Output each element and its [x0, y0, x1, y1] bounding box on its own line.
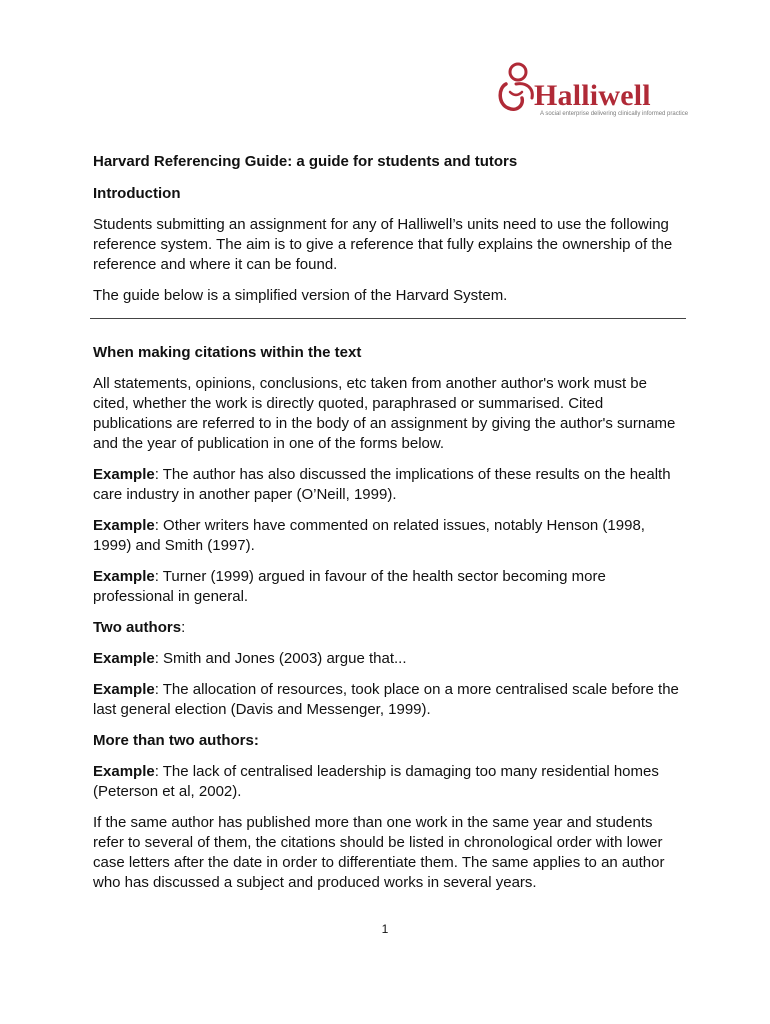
- two-authors-heading: Two authors: [93, 619, 182, 636]
- logo-tagline: A social enterprise delivering clinically informed practice: [540, 111, 689, 117]
- example-text: : The allocation of resources, took place on a more centralised scale before the last general election (Davis and Messenger, 1999).: [93, 681, 679, 718]
- example-label: Example: [93, 681, 155, 698]
- example-paragraph: [93, 649, 683, 669]
- page-number: 1: [381, 922, 389, 936]
- simplified-version-paragraph: The guide below is a simplified version of the Harvard System.: [93, 287, 508, 304]
- citations-heading: When making citations within the text: [93, 344, 362, 361]
- example-paragraph: [93, 567, 683, 607]
- logo-wordmark: Halliwell: [534, 79, 651, 112]
- example-text: : The author has also discussed the implications of these results on the health care industry in another paper (O’Neill, 1999).: [93, 466, 671, 503]
- example-paragraph: [93, 762, 683, 802]
- example-text: : Smith and Jones (2003) argue that...: [154, 650, 407, 667]
- example-text: : Turner (1999) argued in favour of the health sector becoming more professional in general.: [93, 568, 606, 605]
- two-authors-heading-line: [93, 618, 683, 638]
- example-text: : Other writers have commented on related issues, notably Henson (1998, 1999) and Smith (1997).: [93, 517, 645, 554]
- example-paragraph: [93, 680, 683, 720]
- introduction-paragraph: Students submitting an assignment for any of Halliwell’s units need to use the following reference system. The aim is to give a reference that fully explains the ownership of the reference and where it can be found.: [93, 216, 673, 273]
- section-divider: [90, 318, 686, 319]
- document-body: [93, 152, 683, 904]
- halliwell-logo: [494, 60, 689, 122]
- more-than-two-authors-heading: More than two authors:: [93, 732, 259, 749]
- citations-paragraph: All statements, opinions, conclusions, etc taken from another author's work must be cited, whether the work is directly quoted, paraphrased or summarised. Cited publications are referred to in the body of an assignment by giving the author's surname and the year of publication in one of the forms below.: [93, 375, 676, 452]
- two-authors-colon: :: [181, 619, 186, 636]
- same-author-paragraph: If the same author has published more than one work in the same year and students refer to several of them, the citations should be listed in chronological order with lower case letters after the date in order to differentiate them. The same applies to an author who has discussed a subject and produced works in several years.: [93, 814, 665, 891]
- example-label: Example: [93, 763, 155, 780]
- example-paragraph: [93, 465, 683, 505]
- example-text: : The lack of centralised leadership is damaging too many residential homes (Peterson et al, 2002).: [93, 763, 659, 800]
- introduction-heading: Introduction: [93, 185, 181, 202]
- example-label: Example: [93, 466, 155, 483]
- example-label: Example: [93, 568, 155, 585]
- example-label: Example: [93, 517, 155, 534]
- example-label: Example: [93, 650, 155, 667]
- example-paragraph: [93, 516, 683, 556]
- document-title: Harvard Referencing Guide: a guide for students and tutors: [93, 153, 518, 170]
